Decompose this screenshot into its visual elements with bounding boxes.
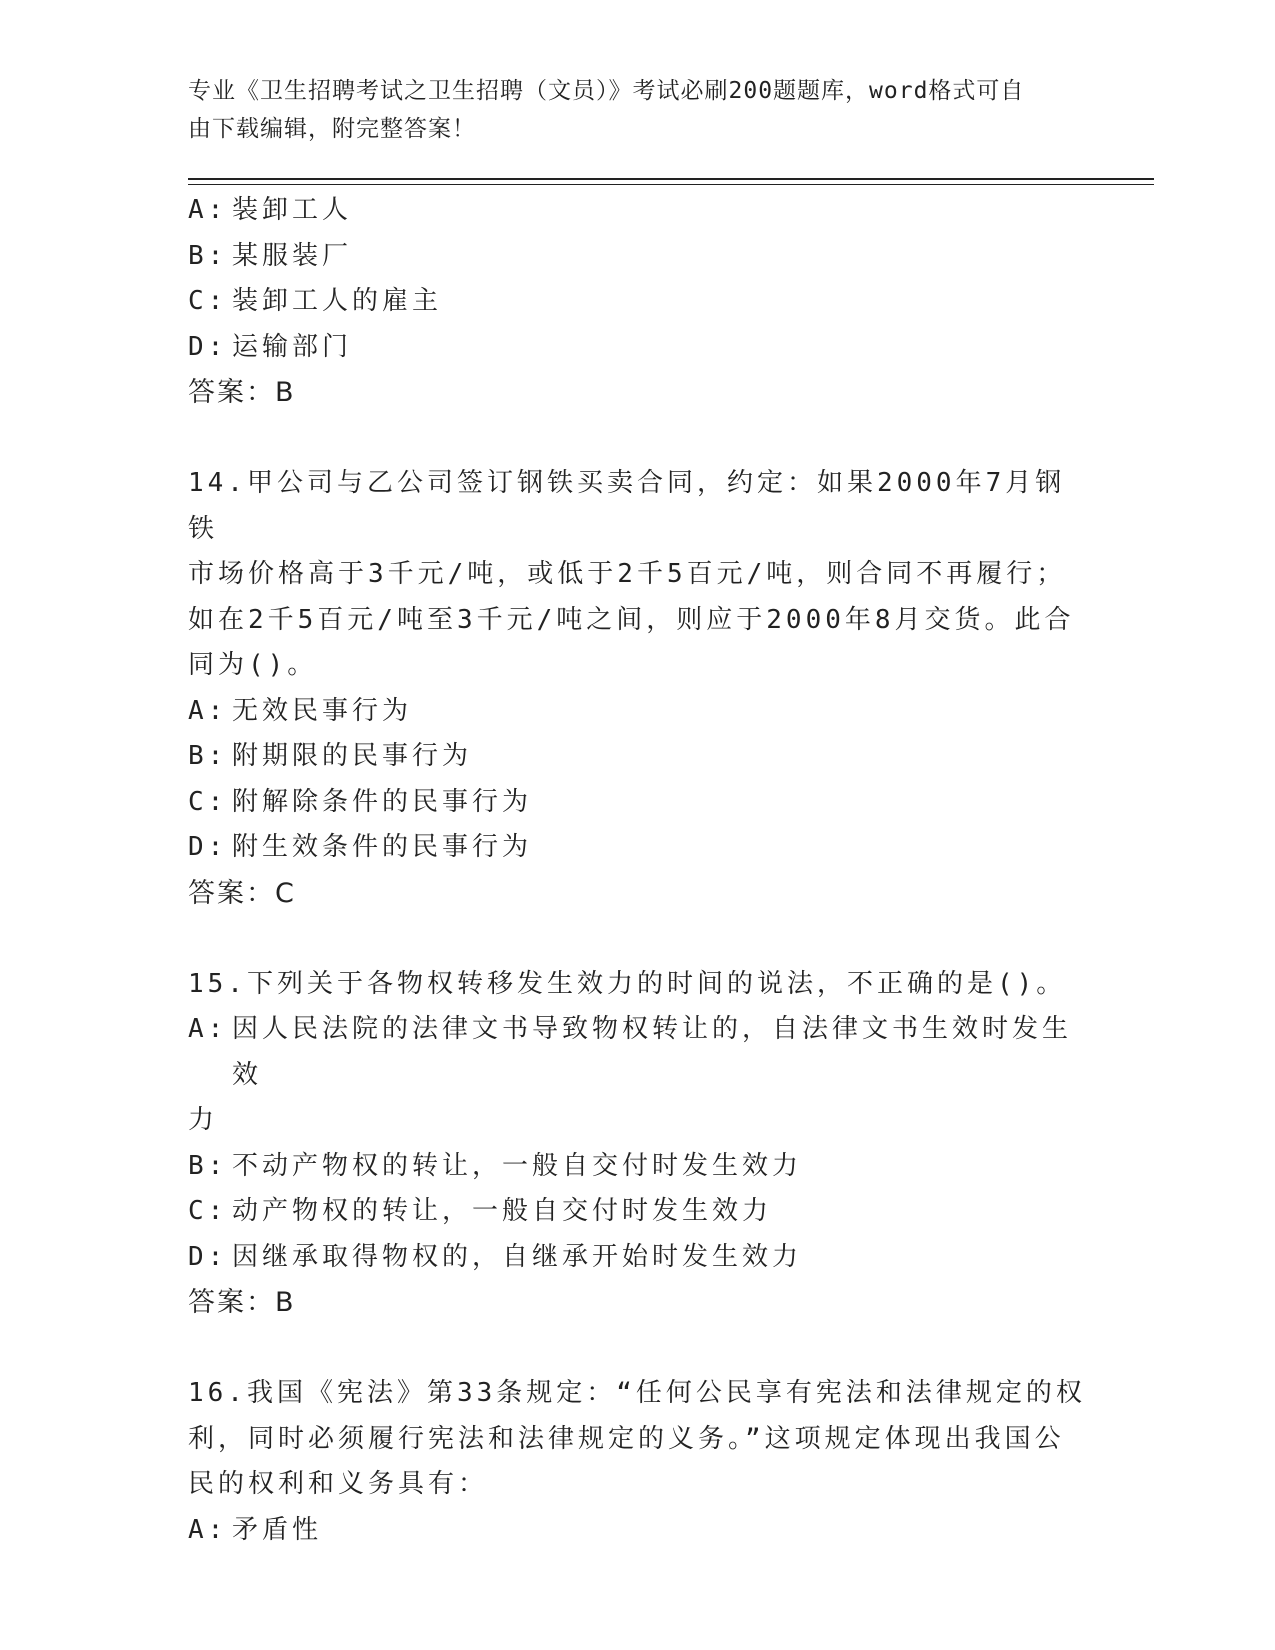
question-stem-line: 15.下列关于各物权转移发生效力的时间的说法，不正确的是()。 <box>188 968 1067 999</box>
question-stem-line: 利，同时必须履行宪法和法律规定的义务。”这项规定体现出我国公 <box>188 1423 1065 1454</box>
option-text: 附生效条件的民事行为 <box>232 832 533 862</box>
question-stem-line: 同为()。 <box>188 650 318 680</box>
option-letter: B: <box>188 240 228 271</box>
option-letter: D: <box>188 832 228 862</box>
option-text: 附期限的民事行为 <box>232 741 473 771</box>
option-text: 因人民法院的法律文书导致物权转让的，自法律文书生效时发生效 <box>232 1014 1073 1090</box>
header-line-2: 由下载编辑，附完整答案！ <box>188 116 476 142</box>
option-text: 矛盾性 <box>232 1514 323 1545</box>
option-letter: A: <box>188 1014 228 1044</box>
question-14 <box>188 461 1088 916</box>
question-stem-line: 如在2千5百元/吨至3千元/吨之间，则应于2000年8月交货。此合 <box>188 604 1075 635</box>
option-a <box>188 1007 1088 1144</box>
option-letter: A: <box>188 695 228 726</box>
option-text: 附解除条件的民事行为 <box>232 786 533 817</box>
answer-line: 答案：B <box>188 1287 296 1318</box>
option-text: 因继承取得物权的，自继承开始时发生效力 <box>232 1241 803 1272</box>
option-letter: D: <box>188 331 228 362</box>
option-text: 无效民事行为 <box>232 695 413 726</box>
option-letter: C: <box>188 1196 228 1226</box>
option-d <box>188 1235 1088 1281</box>
question-stem-line: 市场价格高于3千元/吨，或低于2千5百元/吨，则合同不再履行； <box>188 559 1067 589</box>
option-c <box>188 279 1088 325</box>
header-divider-thin <box>188 184 1154 185</box>
question-16 <box>188 1371 1088 1553</box>
option-letter: A: <box>188 1514 228 1545</box>
option-letter: C: <box>188 786 228 817</box>
header-line-1: 专业《卫生招聘考试之卫生招聘（文员）》考试必刷200题题库，word格式可自 <box>188 78 1025 104</box>
option-c <box>188 1189 1088 1235</box>
option-letter: A: <box>188 195 228 225</box>
option-a <box>188 1508 1088 1554</box>
option-text: 不动产物权的转让，一般自交付时发生效力 <box>232 1150 803 1181</box>
document-header <box>188 72 1068 148</box>
answer-line: 答案：C <box>188 877 296 909</box>
option-text-continued: 力 <box>188 1105 219 1135</box>
option-letter: D: <box>188 1241 228 1272</box>
option-a <box>188 689 1088 735</box>
option-letter: B: <box>188 741 228 771</box>
question-15 <box>188 962 1088 1326</box>
option-b <box>188 734 1088 780</box>
option-text: 装卸工人 <box>232 195 353 225</box>
option-letter: C: <box>188 286 228 316</box>
option-letter: B: <box>188 1150 228 1181</box>
option-text: 装卸工人的雇主 <box>232 286 443 316</box>
option-d <box>188 325 1088 371</box>
option-text: 动产物权的转让，一般自交付时发生效力 <box>232 1196 773 1226</box>
header-divider-thick <box>188 178 1154 180</box>
question-13 <box>188 188 1088 416</box>
option-c <box>188 780 1088 826</box>
answer-line: 答案：B <box>188 377 296 408</box>
question-stem-line: 民的权利和义务具有： <box>188 1469 489 1499</box>
spacer <box>188 916 1088 962</box>
option-b <box>188 234 1088 280</box>
spacer <box>188 1326 1088 1372</box>
question-stem-line: 14.甲公司与乙公司签订钢铁买卖合同，约定：如果2000年7月钢铁 <box>188 468 1066 544</box>
option-text: 某服装厂 <box>232 240 353 271</box>
option-d <box>188 825 1088 871</box>
option-b <box>188 1144 1088 1190</box>
option-a <box>188 188 1088 234</box>
option-text: 运输部门 <box>232 331 353 362</box>
spacer <box>188 416 1088 462</box>
question-list <box>188 188 1088 1553</box>
question-stem-line: 16.我国《宪法》第33条规定：“任何公民享有宪法和法律规定的权 <box>188 1378 1086 1408</box>
